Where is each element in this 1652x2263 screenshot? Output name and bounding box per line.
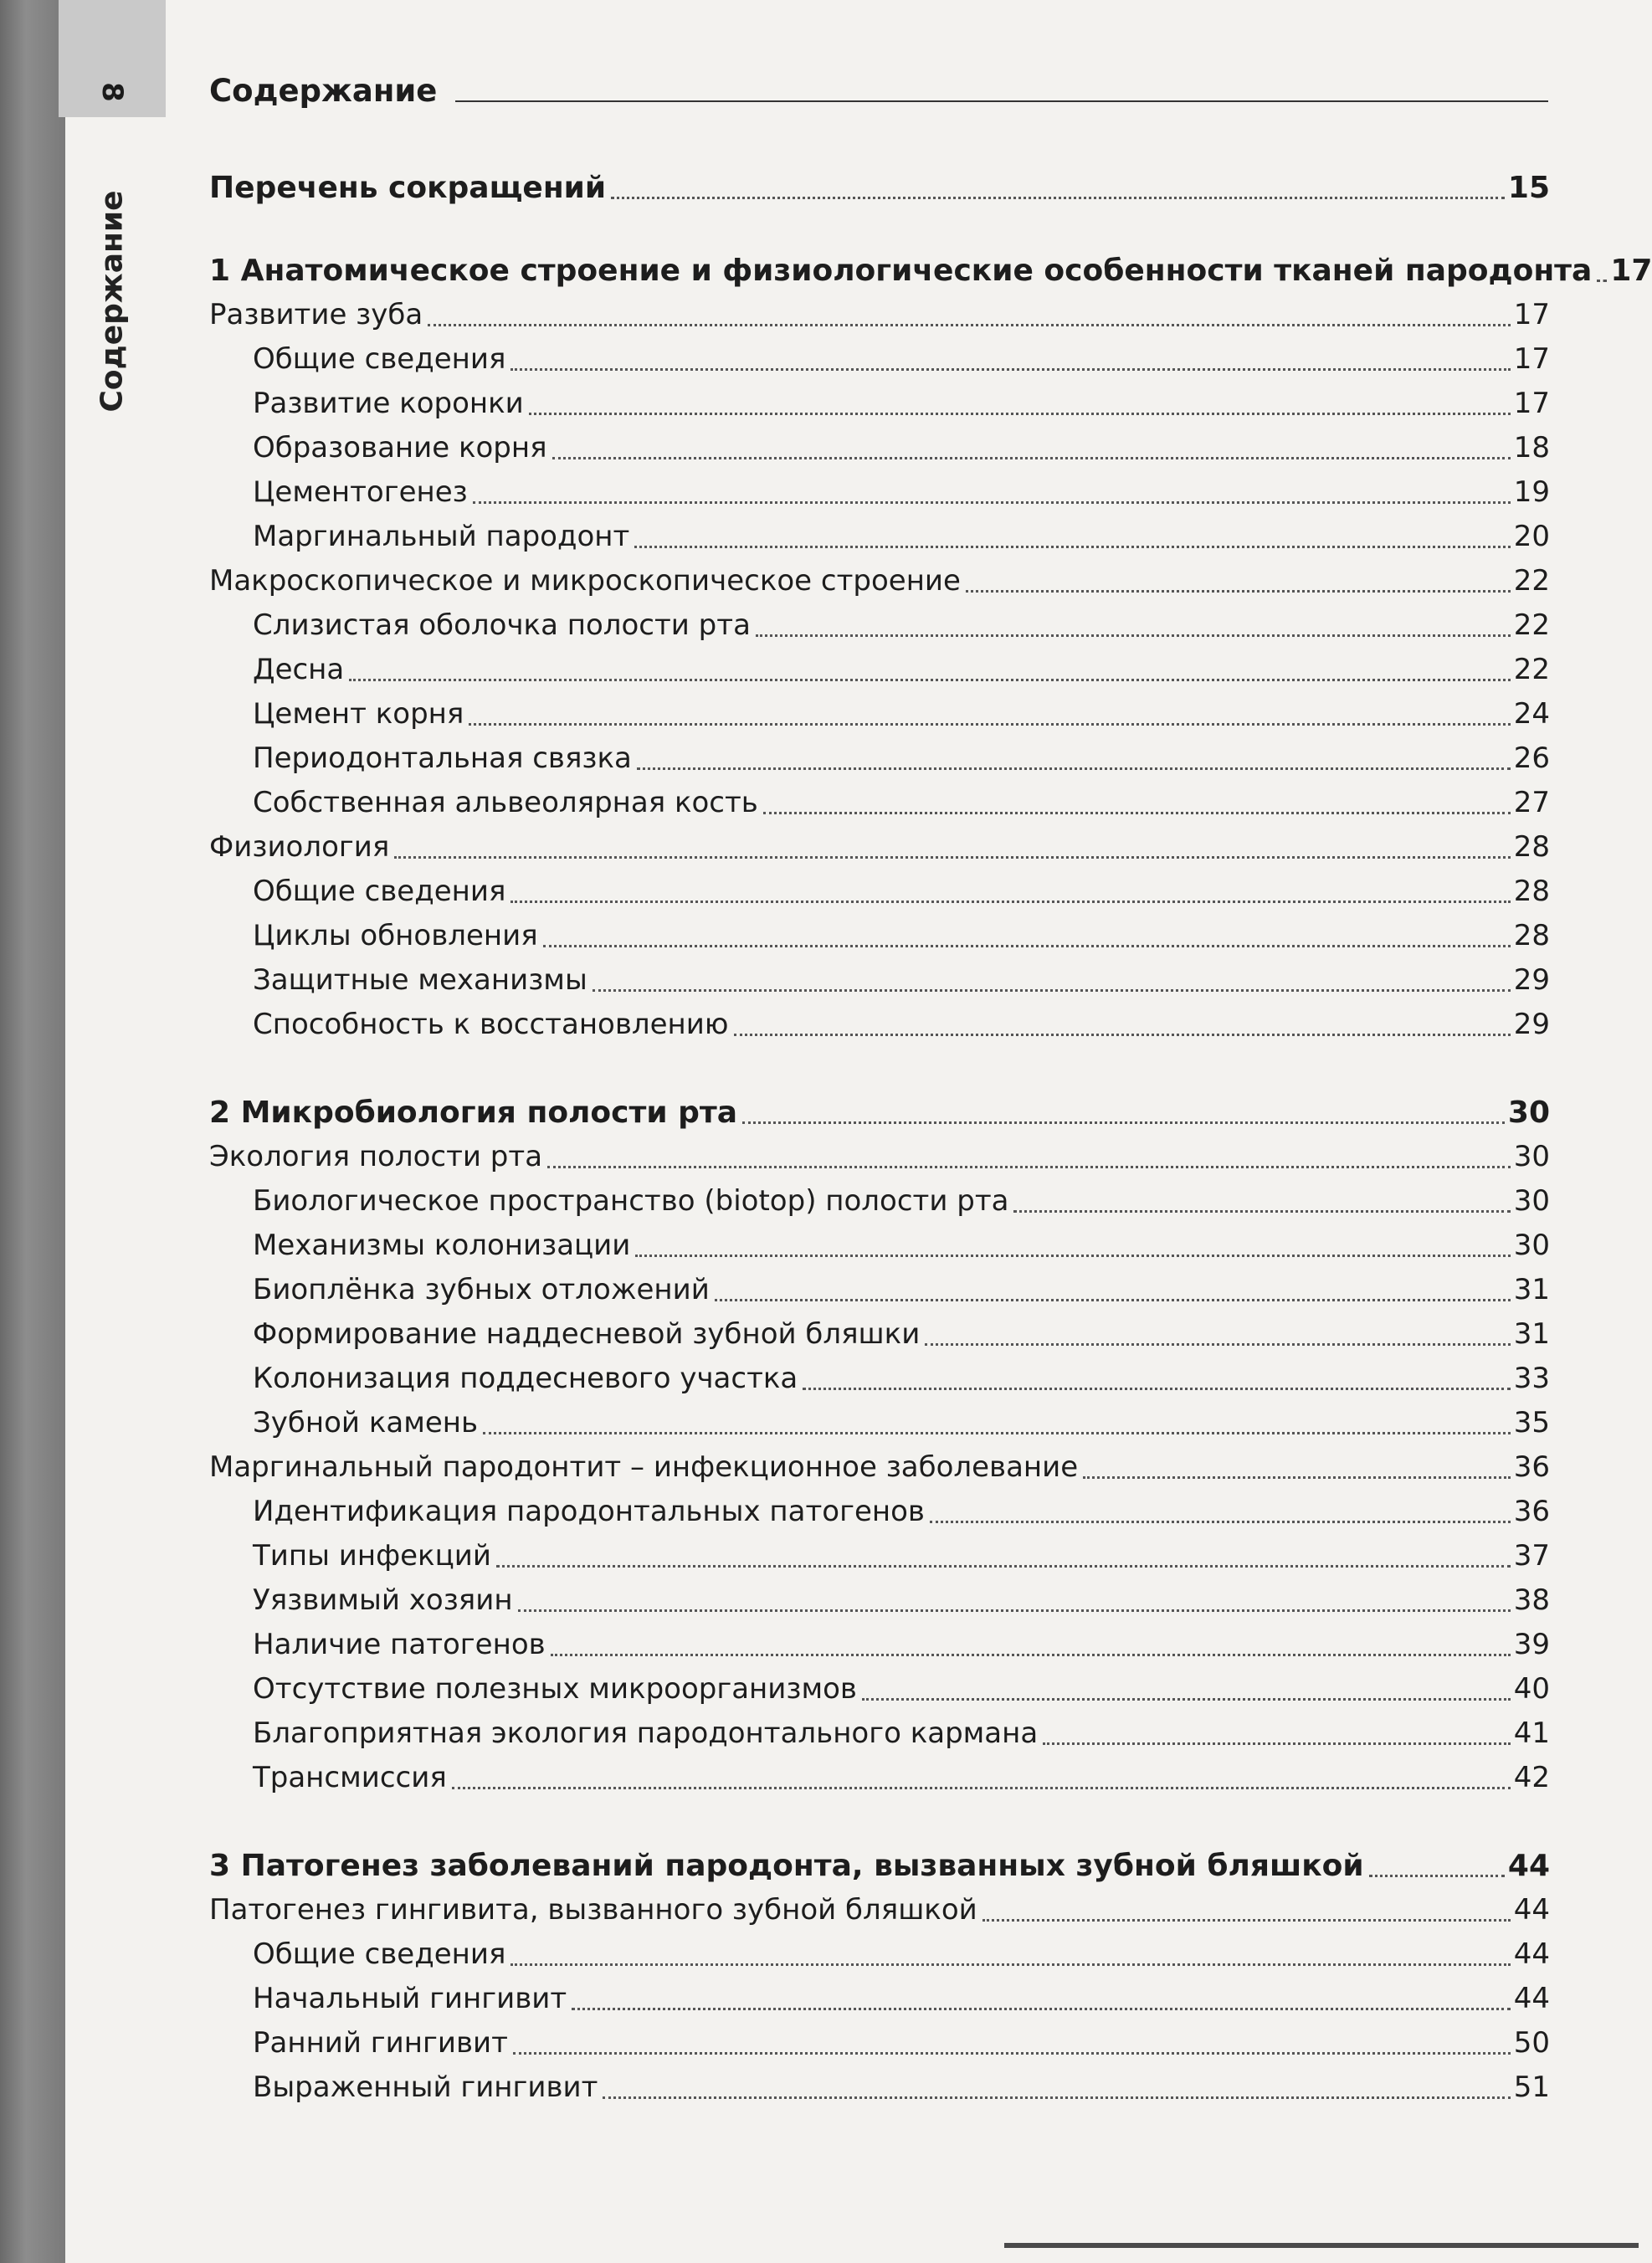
toc-page-number: 50: [1513, 2026, 1550, 2060]
toc-page-number: 17: [1513, 387, 1550, 420]
toc-page-number: 24: [1513, 697, 1550, 731]
toc-entry-title: Экология полости рта: [209, 1140, 543, 1173]
toc-entry-row: [209, 1711, 1550, 1756]
toc-page-number: 39: [1513, 1628, 1550, 1661]
toc-page-number: 18: [1513, 431, 1550, 464]
toc-entry-row: [209, 1932, 1550, 1977]
toc-page-number: 30: [1513, 1184, 1550, 1218]
toc-chapter-row: [209, 1090, 1550, 1135]
toc-leader-dots: [1013, 1210, 1510, 1213]
toc-entry-row: [209, 1756, 1550, 1800]
toc-entry-row: [209, 603, 1550, 648]
toc-page-number: 17: [1513, 298, 1550, 331]
toc-entry-title: Защитные механизмы: [253, 963, 587, 997]
toc-entry-row: [209, 781, 1550, 825]
toc-leader-dots: [496, 1565, 1511, 1568]
toc-section-row: [209, 1888, 1550, 1932]
toc-entry-row: [209, 2065, 1550, 2110]
toc-entry-title: Образование корня: [253, 431, 547, 464]
toc-entry-title: Механизмы колонизации: [253, 1229, 631, 1262]
toc-page-number: 22: [1513, 608, 1550, 642]
toc-entry-row: [209, 1623, 1550, 1667]
toc-leader-dots: [428, 324, 1511, 326]
toc-leader-dots: [763, 812, 1511, 814]
header-rule: [455, 100, 1548, 102]
toc-entry-title: Отсутствие полезных микроорганизмов: [253, 1672, 857, 1706]
toc-leader-dots: [603, 2096, 1510, 2099]
toc-entry-title: Развитие зуба: [209, 298, 423, 331]
toc-leader-dots: [452, 1787, 1511, 1789]
toc-page-number: 17: [1513, 342, 1550, 376]
toc-page-number: 27: [1513, 786, 1550, 819]
toc-page-number: 40: [1513, 1672, 1550, 1706]
side-running-title-text: Содержание: [95, 190, 130, 413]
toc-entry-row: [209, 1003, 1550, 1047]
side-running-title: [64, 184, 161, 418]
toc-leader-dots: [966, 590, 1511, 593]
toc-entry-row: [209, 337, 1550, 382]
toc-section-row: [209, 559, 1550, 603]
toc-entry-row: [209, 426, 1550, 470]
toc-page-number: 17: [1610, 254, 1652, 288]
toc-leader-dots: [1369, 1875, 1505, 1877]
toc-leader-dots: [543, 945, 1511, 947]
toc-page-number: 42: [1513, 1761, 1550, 1794]
toc-page-number: 30: [1513, 1229, 1550, 1262]
toc-page-number: 44: [1513, 1937, 1550, 1971]
toc-entry-row: [209, 1357, 1550, 1401]
toc-entry-title: Цемент корня: [253, 697, 464, 731]
header-title: Содержание: [209, 73, 438, 109]
toc-entry-title: Формирование наддесневой зубной бляшки: [253, 1317, 921, 1351]
toc-page-number: 26: [1513, 742, 1550, 775]
toc-entry-title: Ранний гингивит: [253, 2026, 508, 2060]
toc-page-number: 44: [1513, 1893, 1550, 1927]
toc-chapter-row: [209, 1844, 1550, 1888]
toc-entry-row: [209, 1312, 1550, 1357]
toc-entry-title: Слизистая оболочка полости рта: [253, 608, 751, 642]
toc-entry-title: Физиология: [209, 830, 390, 864]
toc-leader-dots: [551, 1654, 1511, 1656]
toc-entry-title: Наличие патогенов: [253, 1628, 546, 1661]
toc-entry-row: [209, 1667, 1550, 1711]
toc-entry-title: Маргинальный пародонтит – инфекционное заболевание: [209, 1450, 1079, 1484]
toc-abbreviations-row: [209, 166, 1550, 210]
toc-page-number: 33: [1513, 1362, 1550, 1395]
toc-section-row: [209, 293, 1550, 337]
toc-page-number: 22: [1513, 653, 1550, 686]
toc-page-number: 28: [1513, 830, 1550, 864]
page-number: 8: [95, 82, 129, 102]
toc-page-number: 30: [1513, 1140, 1550, 1173]
toc-entry-title: Благоприятная экология пародонтального кармана: [253, 1716, 1039, 1750]
toc-entry-row: [209, 470, 1550, 515]
footer-rule: [1004, 2243, 1639, 2248]
toc-entry-title: 3 Патогенез заболеваний пародонта, вызванных зубной бляшкой: [209, 1849, 1364, 1883]
toc-page-number: 19: [1513, 475, 1550, 509]
toc-leader-dots: [513, 2052, 1511, 2055]
toc-entry-title: Общие сведения: [253, 875, 506, 908]
toc-entry-title: Собственная альвеолярная кость: [253, 786, 758, 819]
toc-page-number: 35: [1513, 1406, 1550, 1439]
toc-leader-dots: [637, 767, 1511, 770]
toc-entry-title: Патогенез гингивита, вызванного зубной бляшкой: [209, 1893, 977, 1927]
toc-entry-title: Колонизация поддесневого участка: [253, 1362, 798, 1395]
toc-entry-title: 1 Анатомическое строение и физиологические особенности тканей пародонта: [209, 254, 1593, 288]
toc-entry-row: [209, 870, 1550, 914]
toc-entry-row: [209, 2021, 1550, 2065]
toc-entry-title: Циклы обновления: [253, 919, 538, 952]
toc-leader-dots: [510, 368, 1510, 371]
toc-page-number: 36: [1513, 1495, 1550, 1528]
toc-leader-dots: [510, 901, 1510, 903]
toc-page-number: 31: [1513, 1317, 1550, 1351]
toc-entry-title: Уязвимый хозяин: [253, 1583, 513, 1617]
toc-entry-row: [209, 1534, 1550, 1578]
toc-leader-dots: [756, 634, 1511, 637]
toc-chapter-row: [209, 249, 1652, 293]
toc-entry-title: Трансмиссия: [253, 1761, 447, 1794]
toc-leader-dots: [734, 1034, 1511, 1036]
toc-entry-title: Идентификация пародонтальных патогенов: [253, 1495, 925, 1528]
toc-leader-dots: [510, 1963, 1510, 1966]
toc-leader-dots: [982, 1919, 1511, 1922]
toc-leader-dots: [1043, 1742, 1511, 1745]
toc-leader-dots: [349, 679, 1510, 681]
toc-entry-title: Общие сведения: [253, 342, 506, 376]
toc-entry-row: [209, 382, 1550, 426]
toc-page-number: 31: [1513, 1273, 1550, 1306]
toc-leader-dots: [635, 1255, 1510, 1257]
toc-leader-dots: [483, 1432, 1511, 1434]
toc-page-number: 28: [1513, 875, 1550, 908]
toc-entry-row: [209, 1977, 1550, 2021]
toc-entry-title: Десна: [253, 653, 345, 686]
toc-page-number: 28: [1513, 919, 1550, 952]
toc-entry-row: [209, 1268, 1550, 1312]
toc-entry-title: Маргинальный пародонт: [253, 520, 630, 553]
toc-leader-dots: [547, 1166, 1511, 1168]
toc-entry-row: [209, 515, 1550, 559]
toc-leader-dots: [552, 457, 1511, 459]
toc-page-number: 36: [1513, 1450, 1550, 1484]
toc-entry-row: [209, 736, 1550, 781]
toc-section-row: [209, 1445, 1550, 1490]
toc-page-number: 22: [1513, 564, 1550, 598]
toc-leader-dots: [394, 856, 1510, 859]
toc-leader-dots: [715, 1299, 1511, 1301]
toc-leader-dots: [930, 1521, 1511, 1523]
toc-leader-dots: [611, 197, 1505, 199]
toc-page-number: 44: [1507, 1849, 1550, 1883]
toc-entry-title: Биоплёнка зубных отложений: [253, 1273, 710, 1306]
toc-leader-dots: [518, 1609, 1511, 1612]
toc-leader-dots: [1597, 280, 1607, 282]
toc-entry-title: Типы инфекций: [253, 1539, 491, 1573]
toc-page-number: 30: [1507, 1096, 1550, 1130]
toc-entry-row: [209, 648, 1550, 692]
toc-page-number: 20: [1513, 520, 1550, 553]
toc-entry-row: [209, 1224, 1550, 1268]
toc-entry-title: Цементогенез: [253, 475, 468, 509]
toc-leader-dots: [1083, 1476, 1511, 1479]
toc-leader-dots: [925, 1343, 1510, 1346]
page-header: [209, 67, 1548, 109]
toc-leader-dots: [634, 546, 1510, 548]
book-spine-edge: [0, 0, 65, 2263]
toc-entry-row: [209, 914, 1550, 958]
toc-page-number: 51: [1513, 2071, 1550, 2104]
toc-entry-row: [209, 958, 1550, 1003]
table-of-contents: [209, 166, 1652, 2110]
toc-entry-row: [209, 1179, 1550, 1224]
toc-entry-title: Периодонтальная связка: [253, 742, 632, 775]
toc-leader-dots: [473, 501, 1511, 504]
toc-entry-title: Биологическое пространство (biotop) полости рта: [253, 1184, 1009, 1218]
toc-entry-title: Зубной камень: [253, 1406, 479, 1439]
toc-leader-dots: [469, 723, 1510, 726]
toc-section-row: [209, 1135, 1550, 1179]
toc-page-number: 41: [1513, 1716, 1550, 1750]
toc-leader-dots: [572, 2008, 1511, 2010]
toc-entry-title: Начальный гингивит: [253, 1982, 567, 2015]
toc-page-number: 29: [1513, 963, 1550, 997]
toc-entry-title: Развитие коронки: [253, 387, 524, 420]
toc-page-number: 37: [1513, 1539, 1550, 1573]
toc-section-row: [209, 825, 1550, 870]
toc-leader-dots: [529, 413, 1511, 415]
toc-page-number: 44: [1513, 1982, 1550, 2015]
toc-entry-row: [209, 1401, 1550, 1445]
toc-entry-row: [209, 1490, 1550, 1534]
toc-entry-title: Способность к восстановлению: [253, 1008, 729, 1041]
toc-page-number: 15: [1507, 171, 1550, 205]
toc-entry-title: Общие сведения: [253, 1937, 506, 1971]
toc-page-number: 38: [1513, 1583, 1550, 1617]
toc-leader-dots: [862, 1698, 1511, 1701]
toc-leader-dots: [803, 1388, 1510, 1390]
toc-page-number: 29: [1513, 1008, 1550, 1041]
toc-entry-title: 2 Микробиология полости рта: [209, 1096, 738, 1130]
toc-entry-title: Перечень сокращений: [209, 171, 607, 205]
toc-entry-title: Выраженный гингивит: [253, 2071, 598, 2104]
toc-entry-title: Макроскопическое и микроскопическое строение: [209, 564, 961, 598]
toc-leader-dots: [593, 989, 1511, 992]
toc-entry-row: [209, 692, 1550, 736]
toc-entry-row: [209, 1578, 1550, 1623]
toc-leader-dots: [742, 1121, 1505, 1124]
